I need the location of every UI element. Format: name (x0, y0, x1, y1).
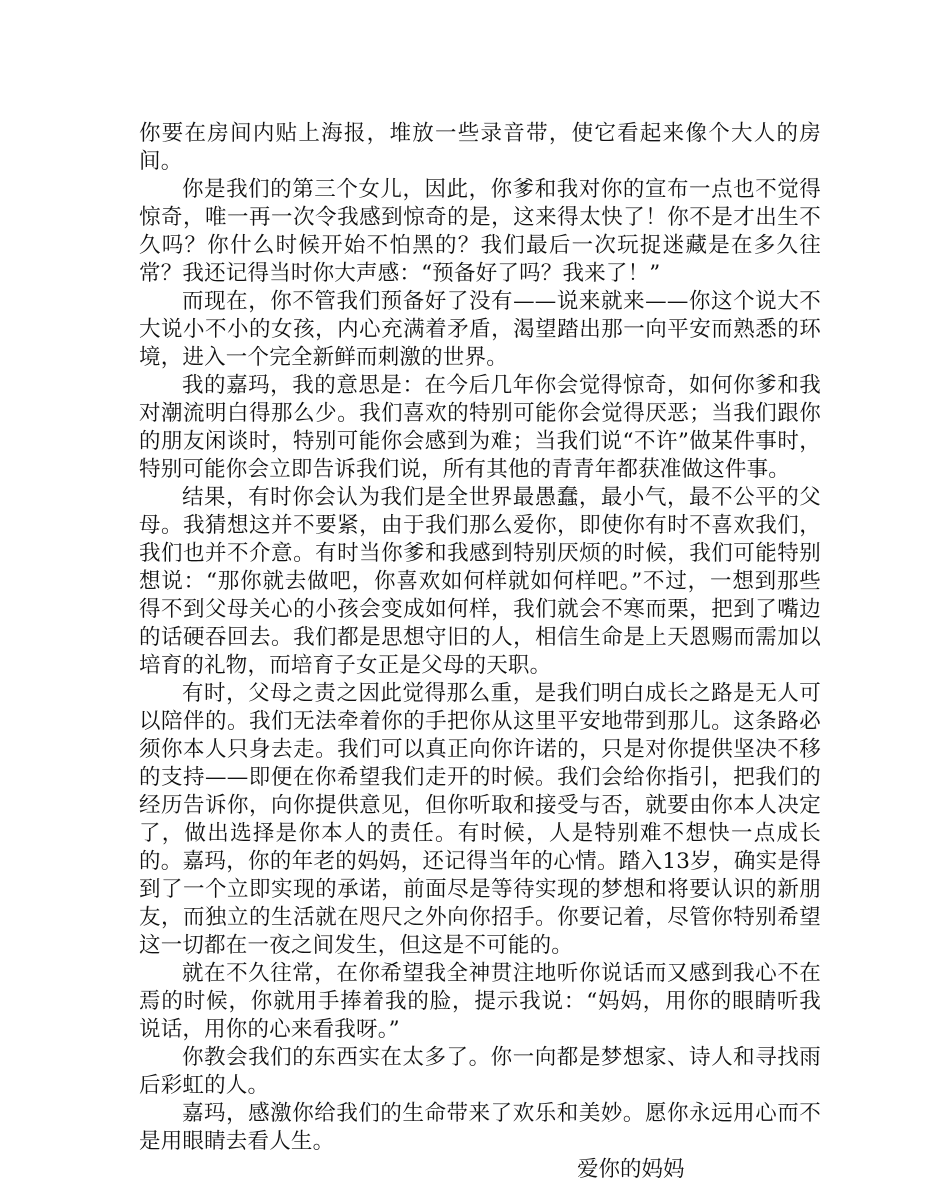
letter-body (139, 120, 821, 1184)
paragraph: 就在不久往常，在你希望我全神贯注地听你说话而又感到我心不在焉的时候，你就用手捧着我的脸，提示我说：“妈妈，用你的眼睛听我说话，用你的心来看我呀。” (139, 961, 821, 1042)
paragraph: 有时，父母之责之因此觉得那么重，是我们明白成长之路是无人可以陪伴的。我们无法牵着你的手把你从这里平安地带到那儿。这条路必须你本人只身去走。我们可以真正向你许诺的，只是对你提供坚决不移的支持——即便在你希望我们走开的时候。我们会给你指引，把我们的经历告诉你，向你提供意见，但你听取和接受与否，就要由你本人决定了，做出选择是你本人的责任。有时候，人是特别难不想快一点成长的。嘉玛，你的年老的妈妈，还记得当年的心情。踏入13岁，确实是得到了一个立即实现的承诺，前面尽是等待实现的梦想和将要认识的新朋友，而独立的生活就在咫尺之外向你招手。你要记着，尽管你特别希望这一切都在一夜之间发生，但这是不可能的。 (139, 681, 821, 958)
paragraph: 你是我们的第三个女儿，因此，你爹和我对你的宣布一点也不觉得惊奇，唯一再一次令我感到惊奇的是，这来得太快了！你不是才出生不久吗？你什么时候开始不怕黑的？我们最后一次玩捉迷藏是在多久往常？我还记得当时你大声感：“预备好了吗？我来了！” (139, 177, 821, 286)
paragraph: 而现在，你不管我们预备好了没有——说来就来——你这个说大不大说小不小的女孩，内心充满着矛盾，渴望踏出那一向平安而熟悉的环境，进入一个完全新鲜而刺激的世界。 (139, 289, 821, 370)
paragraph-continued: 你要在房间内贴上海报，堆放一些录音带，使它看起来像个大人的房间。 (139, 121, 821, 174)
paragraph: 我的嘉玛，我的意思是：在今后几年你会觉得惊奇，如何你爹和我对潮流明白得那么少。我们喜欢的特别可能你会觉得厌恶；当我们跟你的朋友闲谈时，特别可能你会感到为难；当我们说“不许”做某件事时，特别可能你会立即告诉我们说，所有其他的青青年都获准做这件事。 (139, 373, 821, 482)
paragraph: 结果，有时你会认为我们是全世界最愚蠢，最小气，最不公平的父母。我猜想这并不要紧，由于我们那么爱你，即使你有时不喜欢我们，我们也并不介意。有时当你爹和我感到特别厌烦的时候，我们可能特别想说：“那你就去做吧，你喜欢如何样就如何样吧。”不过，一想到那些得不到父母关心的小孩会变成如何样，我们就会不寒而栗，把到了嘴边的话硬吞回去。我们都是思想守旧的人，相信生命是上天恩赐而需加以培育的礼物，而培育子女正是父母的天职。 (139, 485, 821, 678)
paragraph: 嘉玛，感激你给我们的生命带来了欢乐和美妙。愿你永远用心而不是用眼睛去看人生。 (139, 1101, 821, 1154)
signature: 爱你的妈妈 (577, 1157, 685, 1182)
paragraph: 你教会我们的东西实在太多了。你一向都是梦想家、诗人和寻找雨后彩虹的人。 (139, 1045, 821, 1098)
